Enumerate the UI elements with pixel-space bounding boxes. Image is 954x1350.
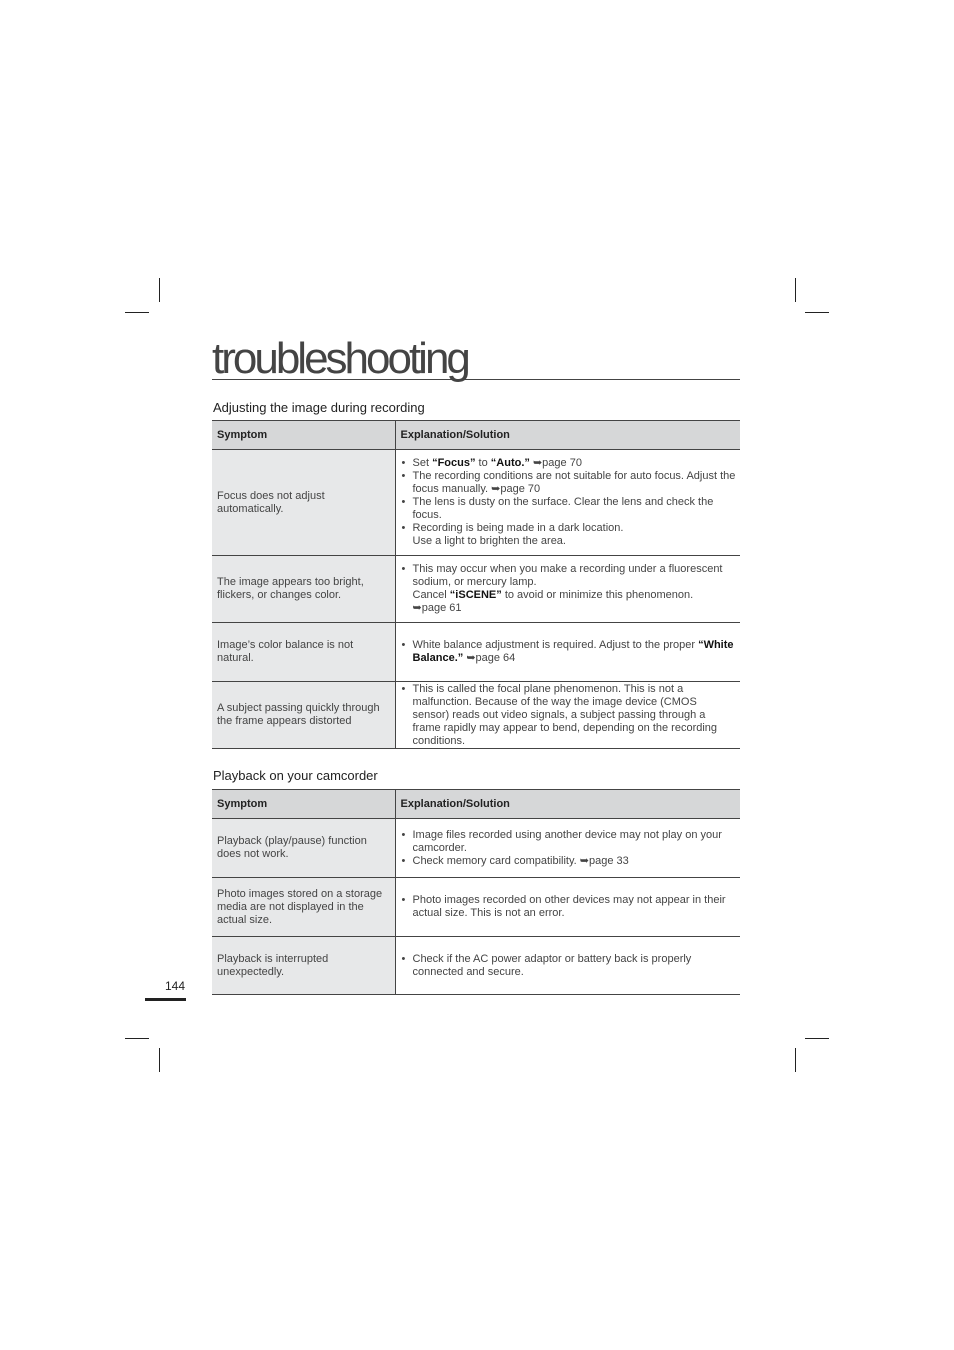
list-item: • Check memory card compatibility. ➥page 33	[400, 855, 737, 868]
crop-mark-top-left-horizontal	[125, 312, 149, 313]
explanation-cell	[395, 450, 740, 556]
table-row	[212, 450, 740, 556]
page-reference-arrow-icon: ➥	[412, 602, 422, 614]
page-reference-arrow-icon: ➥	[466, 652, 476, 664]
page-reference: page 61	[421, 602, 462, 614]
table-row	[212, 878, 740, 937]
symptom-cell: Focus does not adjust automatically.	[212, 450, 395, 556]
list-item: • This may occur when you make a recording under a fluorescent sodium, or mercury lamp. Cancel “iSCENE” to avoid or minimize this phenomenon. ➥page 61	[400, 563, 737, 615]
page-reference-arrow-icon: ➥	[579, 854, 590, 867]
table-row	[212, 556, 740, 623]
explanation-cell	[395, 819, 740, 878]
crop-mark-bottom-right-vertical	[795, 1048, 796, 1072]
crop-mark-bottom-left-vertical	[159, 1048, 160, 1072]
explanation-column-header: Explanation/Solution	[395, 421, 740, 450]
list-item: • White balance adjustment is required. Adjust to the proper “White Balance.” ➥page 64	[400, 639, 737, 665]
list-item: • The recording conditions are not suitable for auto focus. Adjust the focus manually. ➥page 70	[400, 470, 737, 496]
page-number-bar	[145, 998, 186, 1001]
table-row	[212, 623, 740, 682]
page-reference-arrow-icon: ➥	[532, 457, 543, 469]
list-item: • This is called the focal plane phenomenon. This is not a malfunction. Because of the way the image device (CMOS sensor) reads out video signals, a subject passing through a frame rapidly may appear to bend, depending on the recording conditions.	[400, 683, 737, 748]
symptom-cell: Photo images stored on a storage media are not displayed in the actual size.	[212, 878, 395, 937]
crop-mark-bottom-right-horizontal	[805, 1038, 829, 1039]
table-row	[212, 682, 740, 749]
list-item: • Image files recorded using another device may not play on your camcorder.	[400, 829, 737, 855]
explanation-cell	[395, 878, 740, 937]
explanation-column-header: Explanation/Solution	[395, 790, 740, 819]
list-item: • Check if the AC power adaptor or battery back is properly connected and secure.	[400, 953, 737, 979]
page-reference: page 33	[589, 854, 629, 867]
page-reference: page 64	[475, 652, 516, 664]
symptom-column-header: Symptom	[212, 790, 395, 819]
list-item: • Photo images recorded on other devices may not appear in their actual size. This is not an error.	[400, 894, 737, 920]
list-item: • Set “Focus” to “Auto.” ➥page 70	[400, 457, 737, 470]
crop-mark-bottom-left-horizontal	[125, 1038, 149, 1039]
page-reference-arrow-icon: ➥	[491, 483, 501, 495]
adjusting-image-table	[212, 420, 740, 749]
symptom-cell: A subject passing quickly through the frame appears distorted	[212, 682, 395, 749]
explanation-cell	[395, 937, 740, 995]
page-reference: page 70	[542, 457, 582, 469]
table-row	[212, 937, 740, 995]
page-reference: page 70	[500, 483, 541, 495]
crop-mark-top-right-horizontal	[805, 312, 829, 313]
table-header-row	[212, 421, 740, 450]
playback-table	[212, 789, 740, 995]
crop-mark-top-left-vertical	[159, 278, 160, 302]
explanation-cell	[395, 682, 740, 749]
crop-mark-top-right-vertical	[795, 278, 796, 302]
explanation-cell	[395, 623, 740, 682]
symptom-cell: Playback (play/pause) function does not work.	[212, 819, 395, 878]
symptom-cell: Image’s color balance is not natural.	[212, 623, 395, 682]
symptom-column-header: Symptom	[212, 421, 395, 450]
explanation-cell	[395, 556, 740, 623]
section-heading-playback: Playback on your camcorder	[213, 768, 378, 783]
page-title: troubleshooting	[212, 336, 740, 380]
table-header-row	[212, 790, 740, 819]
page-number: 144	[165, 979, 186, 993]
symptom-cell: The image appears too bright, flickers, or changes color.	[212, 556, 395, 623]
list-item: • The lens is dusty on the surface. Clear the lens and check the focus.	[400, 496, 737, 522]
list-item: • Recording is being made in a dark location. Use a light to brighten the area.	[400, 522, 737, 548]
symptom-cell: Playback is interrupted unexpectedly.	[212, 937, 395, 995]
table-row	[212, 819, 740, 878]
section-heading-adjusting-image: Adjusting the image during recording	[213, 400, 425, 415]
